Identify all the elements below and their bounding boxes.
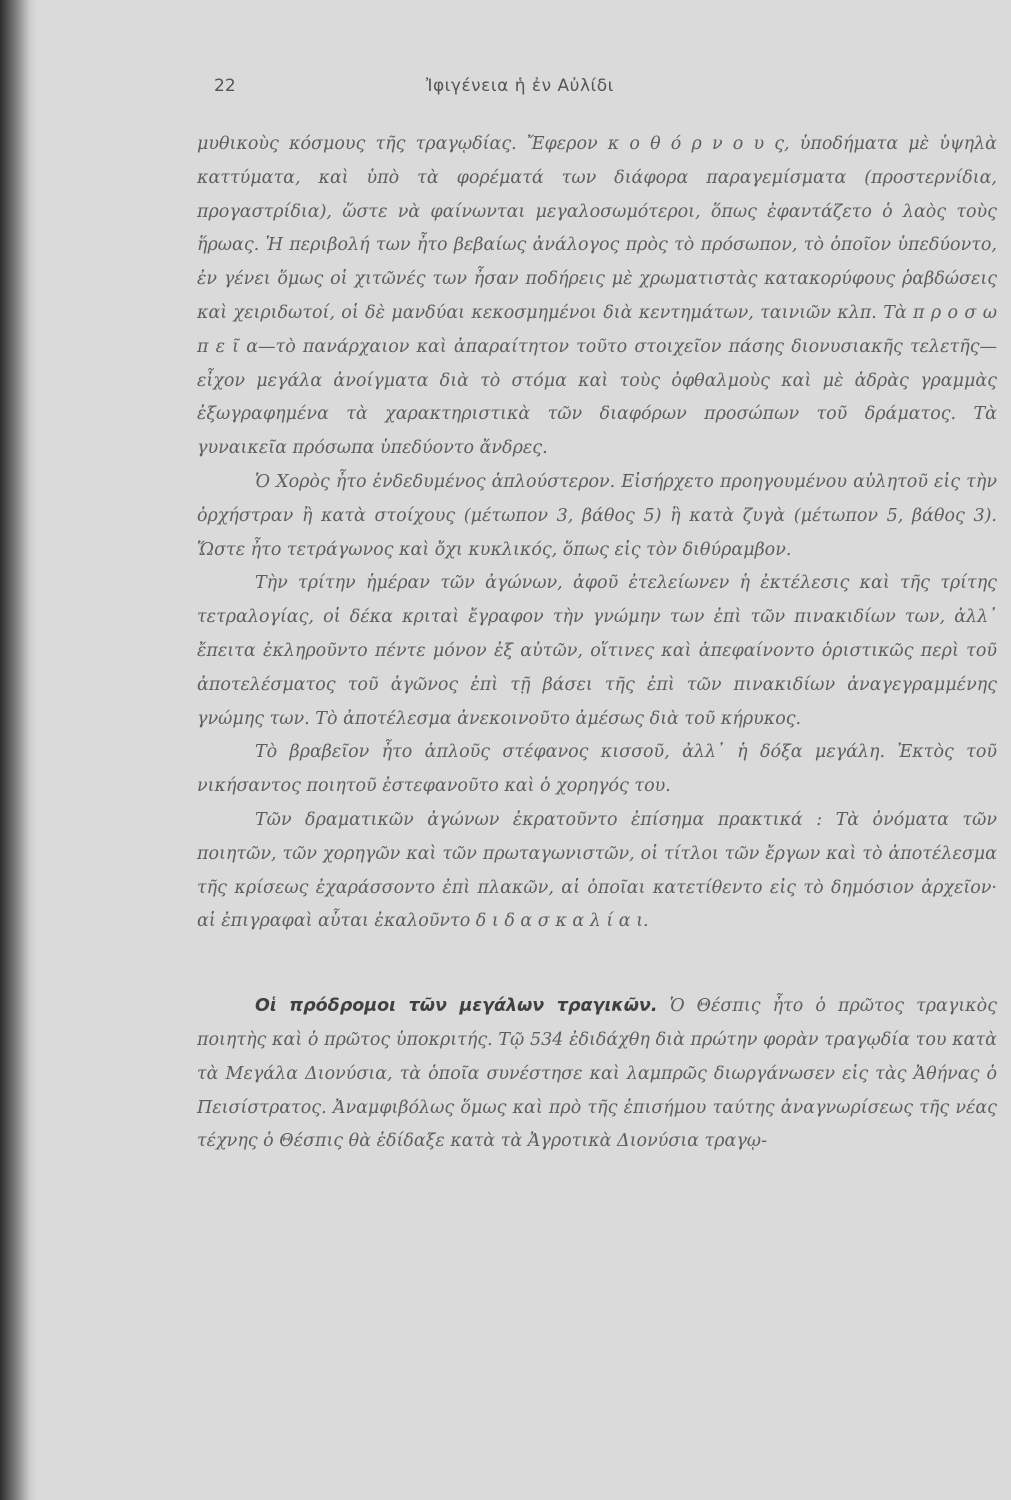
section-gap	[197, 939, 997, 990]
section-heading: Οἱ πρόδρομοι τῶν μεγάλων τραγικῶν.	[255, 996, 658, 1017]
section-paragraph	[197, 990, 997, 1159]
page-number: 22	[214, 76, 236, 96]
paragraph-prize: Τὸ βραβεῖον ἦτο ἁπλοῦς στέφανος κισσοῦ, ἀλλ᾽ ἡ δόξα μεγάλη. Ἐκτὸς τοῦ νικήσαντος ποιητοῦ ἐστεφανοῦτο καὶ ὁ χορηγός του.	[197, 742, 997, 797]
paragraph-judges: Τὴν τρίτην ἡμέραν τῶν ἀγώνων, ἀφοῦ ἐτελείωνεν ἡ ἐκτέλεσις καὶ τῆς τρίτης τετραλογίας, οἱ δέκα κριταὶ ἔγραφον τὴν γνώμην των ἐπὶ τῶν πινακιδίων των, ἀλλ᾽ ἔπειτα ἐκληροῦντο πέντε μόνον ἐξ αὐτῶν, οἵτινες καὶ ἀπεφαίνοντο ὁριστικῶς περὶ τοῦ ἀποτελέσματος τοῦ ἀγῶνος ἐπὶ τῇ βάσει τῆς ἐπὶ τῶν πινακιδίων ἀναγεγραμμένης γνώμης των. Τὸ ἀποτέλεσμα ἀνεκοινοῦτο ἀμέσως διὰ τοῦ κήρυκος.	[197, 573, 997, 729]
paragraph-costume: μυθικοὺς κόσμους τῆς τραγῳδίας. Ἔφερον κ ο θ ό ρ ν ο υ ς, ὑποδήματα μὲ ὑψηλὰ καττύματα, καὶ ὑπὸ τὰ φορέματά των διάφορα παραγεμίσματα (προστερνίδια, προγαστρίδια), ὥστε νὰ φαίνωνται μεγαλοσωμότεροι, ὅπως ἐφαντάζετο ὁ λαὸς τοὺς ἥρωας. Ἡ περιβολή των ἦτο βεβαίως ἀνάλογος πρὸς τὸ πρόσωπον, τὸ ὁποῖον ὑπεδύοντο, ἐν γένει ὅμως οἱ χιτῶνές των ἦσαν ποδήρεις μὲ χρωματιστὰς κατακορύφους ῥαβδώσεις καὶ χειριδωτοί, οἱ δὲ μανδύαι κεκοσμημένοι διὰ κεντημάτων, ταινιῶν κλπ. Τὰ π ρ ο σ ω π ε ῖ α—τὸ πανάρχαιον καὶ ἀπαραίτητον τοῦτο στοιχεῖον πάσης διονυσιακῆς τελετῆς—εἶχον μεγάλα ἀνοίγματα διὰ τὸ στόμα καὶ τοὺς ὀφθαλμοὺς καὶ μὲ ἁδρὰς γραμμὰς ἐξωγραφημένα τὰ χαρακτηριστικὰ τῶν διαφόρων προσώπων τοῦ δράματος. Τὰ γυναικεῖα πρόσωπα ὑπεδύοντο ἄνδρες.	[197, 134, 997, 459]
paragraph-records: Τῶν δραματικῶν ἀγώνων ἐκρατοῦντο ἐπίσημα πρακτικά : Τὰ ὀνόματα τῶν ποιητῶν, τῶν χορηγῶν καὶ τῶν πρωταγωνιστῶν, οἱ τίτλοι τῶν ἔργων καὶ τὸ ἀποτέλεσμα τῆς κρίσεως ἐχαράσσοντο ἐπὶ πλακῶν, αἱ ὁποῖαι κατετίθεντο εἰς τὸ δημόσιον ἀρχεῖον· αἱ ἐπιγραφαὶ αὗται ἐκαλοῦντο δ ι δ α σ κ α λ ί α ι.	[197, 809, 997, 932]
book-page	[36, 0, 1011, 1500]
page-header	[36, 76, 1011, 106]
paragraph-chorus: Ὁ Χορὸς ἦτο ἐνδεδυμένος ἁπλούστερον. Εἰσήρχετο προηγουμένου αὐλητοῦ εἰς τὴν ὀρχήστραν ἢ κατὰ στοίχους (μέτωπον 3, βάθος 5) ἢ κατὰ ζυγὰ (μέτωπον 5, βάθος 3). Ὥστε ἦτο τετράγωνος καὶ ὄχι κυκλικός, ὅπως εἰς τὸν διθύραμβον.	[197, 471, 997, 560]
running-title: Ἰφιγένεια ἡ ἐν Αὐλίδι	[426, 76, 614, 96]
section-text: Ὁ Θέσπις ἦτο ὁ πρῶτος τραγικὸς ποιητὴς καὶ ὁ πρῶτος ὑποκριτής. Τῷ 534 ἐδιδάχθη διὰ πρώτην φορὰν τραγῳδία του κατὰ τὰ Μεγάλα Διονύσια, τὰ ὁποῖα συνέστησε καὶ λαμπρῶς διωργάνωσεν εἰς τὰς Ἀθήνας ὁ Πεισίστρατος. Ἀναμφιβόλως ὅμως καὶ πρὸ τῆς ἐπισήμου ταύτης ἀναγνωρίσεως τῆς νέας τέχνης ὁ Θέσπις θὰ ἐδίδαξε κατὰ τὰ Ἀγροτικὰ Διονύσια τραγῳ-	[197, 996, 997, 1152]
body-text	[197, 128, 997, 1159]
